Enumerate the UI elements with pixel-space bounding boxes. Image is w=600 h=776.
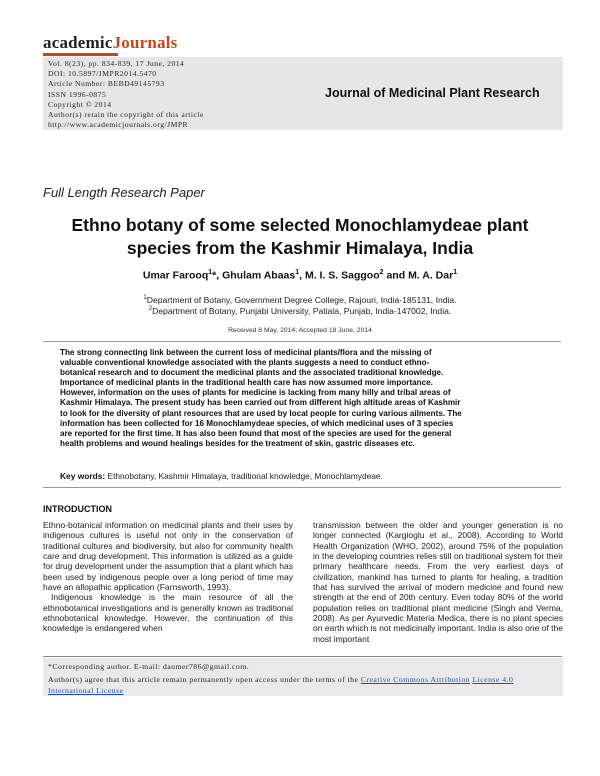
license-text: Author(s) agree that this article remain permanently open access under the terms of the — [48, 675, 361, 684]
author-affiliation-mark: 1 — [453, 269, 458, 276]
paragraph: transmission between the older and younger generation is no longer connected (Kargioglu et al., 2008). According to World Health Organization (WHO, 2002), around 75% of the population in the developing countries relies still on traditional system for their primary healthcare needs. From the very earliest days of civilization, mankind has turned to plants for healing, a tradition that has survived the arrival of modern medicine and found new strength at the end of 20th century. Even today 80% of the world population relies on traditional plant medicine (Singh and Verma, 2008). As per Ayurvedic Materia Medica, there is no plant species on earth which is not medicinally important. India is also one of the most important — [313, 520, 563, 644]
author-name: Umar Farooq — [142, 269, 209, 282]
meta-issn: ISSN 1996-0875 — [48, 89, 107, 99]
author-separator: , — [299, 269, 305, 282]
abstract-line: information has been collected for 16 Monochlamydeae species, of which medicinal uses of 3 species — [60, 418, 454, 428]
author-name: Ghulam Abaas — [222, 269, 296, 282]
author-name: M. A. Dar — [408, 269, 454, 282]
meta-url[interactable]: http://www.academicjournals.org/JMPR — [48, 120, 189, 130]
affiliation-text: Department of Botany, Punjabi University, Patiala, Punjab, India-147002, India. — [152, 306, 452, 316]
author-affiliation-mark: 2 — [379, 269, 384, 276]
abstract-line: However, information on the uses of plants for medicine is lacking from many hilly and tribal areas of — [60, 388, 451, 398]
author-name: M. I. S. Saggoo — [304, 269, 380, 282]
license-link[interactable]: Creative Commons Attribution — [360, 675, 471, 684]
keywords-text: Ethnobotany, Kashmir Himalaya, traditional knowledge, Monochlamydeae. — [105, 471, 383, 481]
meta-copyright: Copyright © 2014 — [48, 99, 112, 109]
affiliation — [30, 295, 570, 305]
logo-text-academic: academic — [43, 33, 113, 52]
title-line: species from the Kashmir Himalaya, India — [126, 238, 474, 258]
abstract-line: valuable conventional knowledge associated with the plants suggests a need to conduct ethno- — [60, 358, 430, 368]
meta-article-number: Article Number: BEBD49145793 — [48, 79, 165, 89]
abstract-line: The strong connecting link between the current loss of medicinal plants/flora and the missing of — [60, 348, 432, 357]
abstract-top-rule — [43, 341, 561, 342]
license-note — [48, 674, 558, 696]
meta-doi: DOI: 10.5897/JMPR2014.5470 — [48, 69, 157, 79]
received-dates: Received 8 May, 2014; Accepted 18 June, 2014 — [228, 327, 372, 334]
paper-title — [30, 214, 570, 260]
abstract-bottom-rule — [43, 487, 561, 488]
keywords — [60, 471, 542, 481]
meta-author-rights: Author(s) retain the copyright of this article — [48, 110, 204, 120]
abstract-line: Importance of medicinal plants in the traditional health care has now assumed more importance. — [60, 378, 433, 388]
logo-text-journals: Journals — [112, 33, 178, 52]
abstract-line: health problems and wound healings besides for the treatment of skin, gastric diseases etc. — [60, 438, 415, 448]
paragraph: Indigenous knowledge is the main resource of all the ethnobotanical investigations and is generally known as traditional ethnobotanical knowledge. However, the continuation of this knowledge is endangered when — [43, 592, 293, 634]
author-affiliation-mark: 1 — [208, 269, 213, 276]
corresponding-author-note: *Corresponding author. E-mail: daumer786@gmail.com. — [48, 662, 250, 671]
logo-underline — [43, 53, 118, 56]
affiliation-number: 1 — [143, 295, 147, 302]
article-metadata — [48, 59, 204, 130]
keywords-label: Key words: — [60, 471, 106, 481]
abstract-line: Kashmir Himalaya. The present study has been carried out from different high altitude areas of Kashmir — [60, 398, 461, 408]
body-column-right — [313, 520, 563, 644]
footnote-rule — [43, 656, 562, 657]
meta-volume: Vol. 8(23), pp. 834-839, 17 June, 2014 — [48, 59, 185, 68]
paper-type: Full Length Research Paper — [43, 185, 205, 200]
author-list — [30, 269, 570, 282]
paragraph: Ethno-botanical information on medicinal plants and their uses by indigenous cultures is useful not only in the conservation of traditional cultures and biodiversity, but also for community health care and drug development. This information is utilized as a guide for drug development under the assumption that a plant which has been used by indigenous people over a long period of time may have an allopathic application (Farnsworth, 1993). — [43, 520, 293, 593]
author-affiliation-mark: 1 — [295, 269, 300, 276]
affiliation-text: Department of Botany, Government Degree College, Rajouri, India-185131, India. — [146, 295, 457, 305]
journal-logo — [43, 33, 177, 53]
author-separator: , — [216, 269, 223, 282]
abstract-line: to look for the diversity of plant resources that are used by local people for curing various ailments. The — [60, 408, 462, 418]
abstract — [60, 348, 542, 449]
affiliation-number: 2 — [148, 306, 153, 313]
abstract-line: are reported for the first time. It has also been found that most of the species are used for the general — [60, 428, 452, 438]
corresponding-mark: * — [212, 269, 217, 282]
abstract-line: botanical research and to document the medicinal plants and the associated traditional knowledge. — [60, 368, 444, 378]
journal-name: Journal of Medicinal Plant Research — [325, 86, 540, 100]
license-link[interactable]: License 4.0 International License — [48, 675, 514, 695]
author-separator: and — [383, 269, 409, 282]
body-column-left — [43, 520, 293, 634]
section-heading-introduction: INTRODUCTION — [43, 504, 112, 514]
affiliation — [30, 306, 570, 316]
title-line: Ethno botany of some selected Monochlamydeae plant — [71, 215, 529, 235]
